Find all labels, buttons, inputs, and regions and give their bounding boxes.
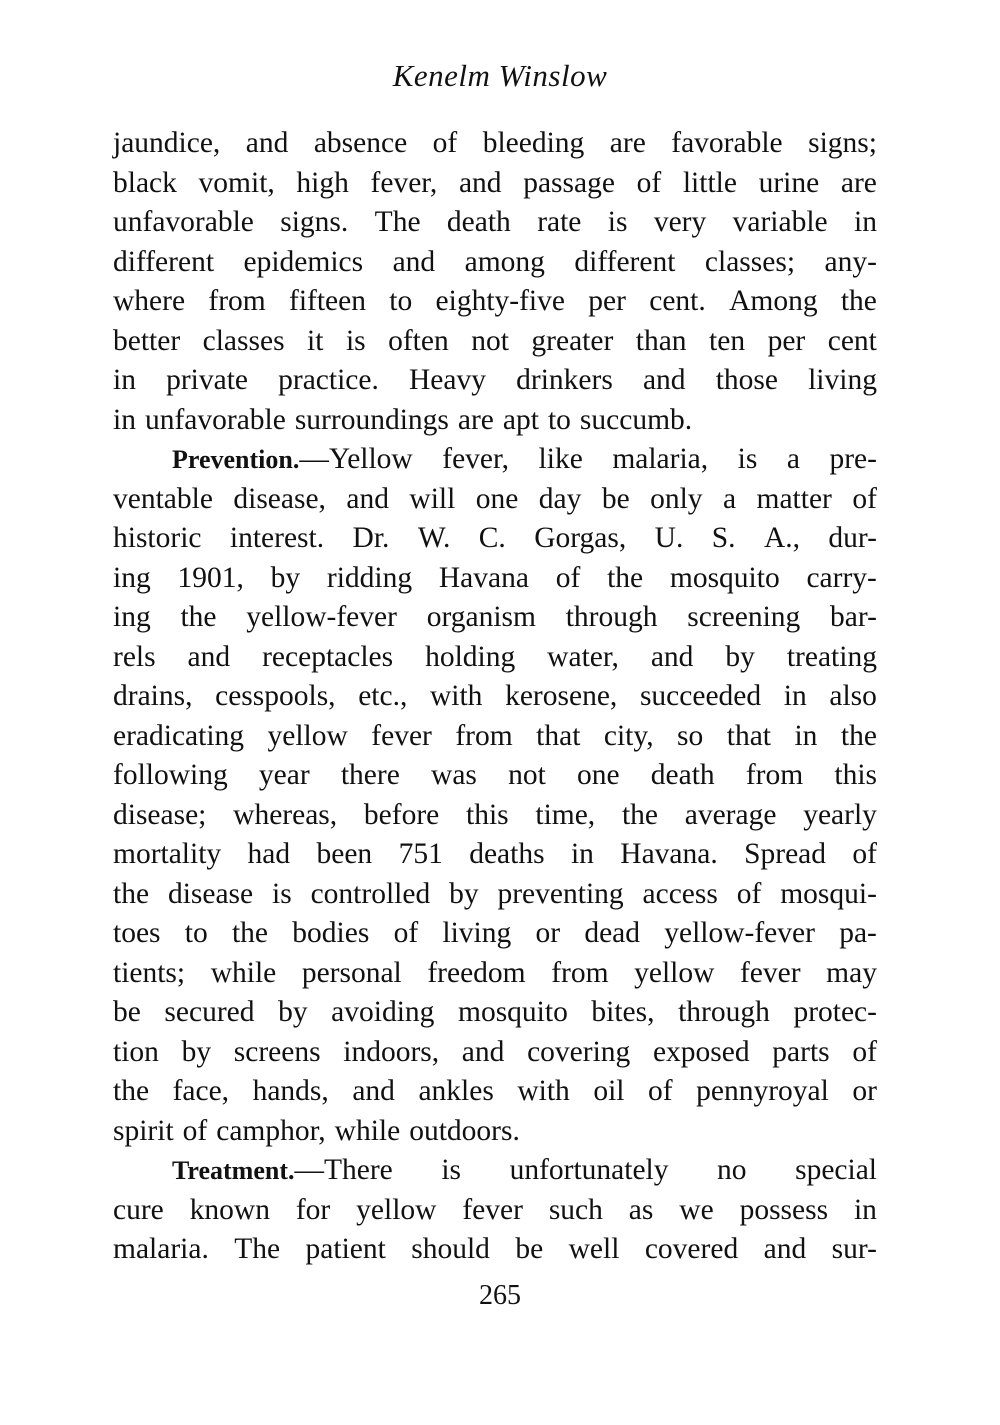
text-line: following year there was not one death from this — [113, 759, 877, 791]
page-number: 265 — [479, 1280, 521, 1311]
section-heading: Prevention.—Yellow — [172, 443, 413, 475]
text-line: malaria. The patient should be well covered and sur- — [113, 1233, 877, 1265]
section-heading: Treatment.—There — [172, 1154, 393, 1186]
text-line: disease; whereas, before this time, the average yearly — [113, 798, 877, 831]
text-line: black vomit, high fever, and passage of little urine are — [113, 166, 877, 199]
text-line: toes to the bodies of living or dead yellow-fever pa- — [113, 917, 877, 949]
text-line: in unfavorable surroundings are apt to succumb. — [113, 403, 693, 436]
text-line: different epidemics and among different classes; any- — [113, 245, 877, 278]
text-line: drains, cesspools, etc., with kerosene, succeeded in also — [113, 680, 877, 712]
text-line: Treatment.—There is unfortunately no special — [113, 1151, 877, 1191]
text-line: spirit of camphor, while outdoors. — [113, 1114, 520, 1147]
text-line: ing 1901, by ridding Havana of the mosquito carry- — [113, 561, 877, 594]
text-line: the face, hands, and ankles with oil of pennyroyal or — [113, 1075, 877, 1107]
text-line: cure known for yellow fever such as we possess in — [113, 1193, 877, 1226]
text-line: where from fifteen to eighty-five per cent. Among the — [113, 285, 877, 317]
text-line: ventable disease, and will one day be only a matter of — [113, 482, 877, 515]
text-line: ing the yellow-fever organism through screening bar- — [113, 601, 877, 633]
text-line: tion by screens indoors, and covering exposed parts of — [113, 1035, 877, 1068]
text-line: tients; while personal freedom from yellow fever may — [113, 956, 877, 989]
text-line: unfavorable signs. The death rate is very variable in — [113, 206, 877, 238]
body-text — [113, 124, 877, 1270]
text-line: jaundice, and absence of bleeding are favorable signs; — [113, 127, 877, 159]
text-line: in private practice. Heavy drinkers and those living — [113, 364, 877, 396]
text-line: Prevention.—Yellow fever, like malaria, is a pre- — [113, 440, 877, 480]
text-line: be secured by avoiding mosquito bites, through protec- — [113, 996, 877, 1028]
text-line: mortality had been 751 deaths in Havana. Spread of — [113, 838, 877, 870]
text-line: historic interest. Dr. W. C. Gorgas, U. S. A., dur- — [113, 522, 877, 554]
text-line: eradicating yellow fever from that city, so that in the — [113, 719, 877, 752]
text-line: the disease is controlled by preventing access of mosqui- — [113, 877, 877, 910]
text-line: better classes it is often not greater than ten per cent — [113, 324, 877, 357]
text-line: rels and receptacles holding water, and by treating — [113, 640, 877, 673]
running-head: Kenelm Winslow — [392, 58, 608, 93]
